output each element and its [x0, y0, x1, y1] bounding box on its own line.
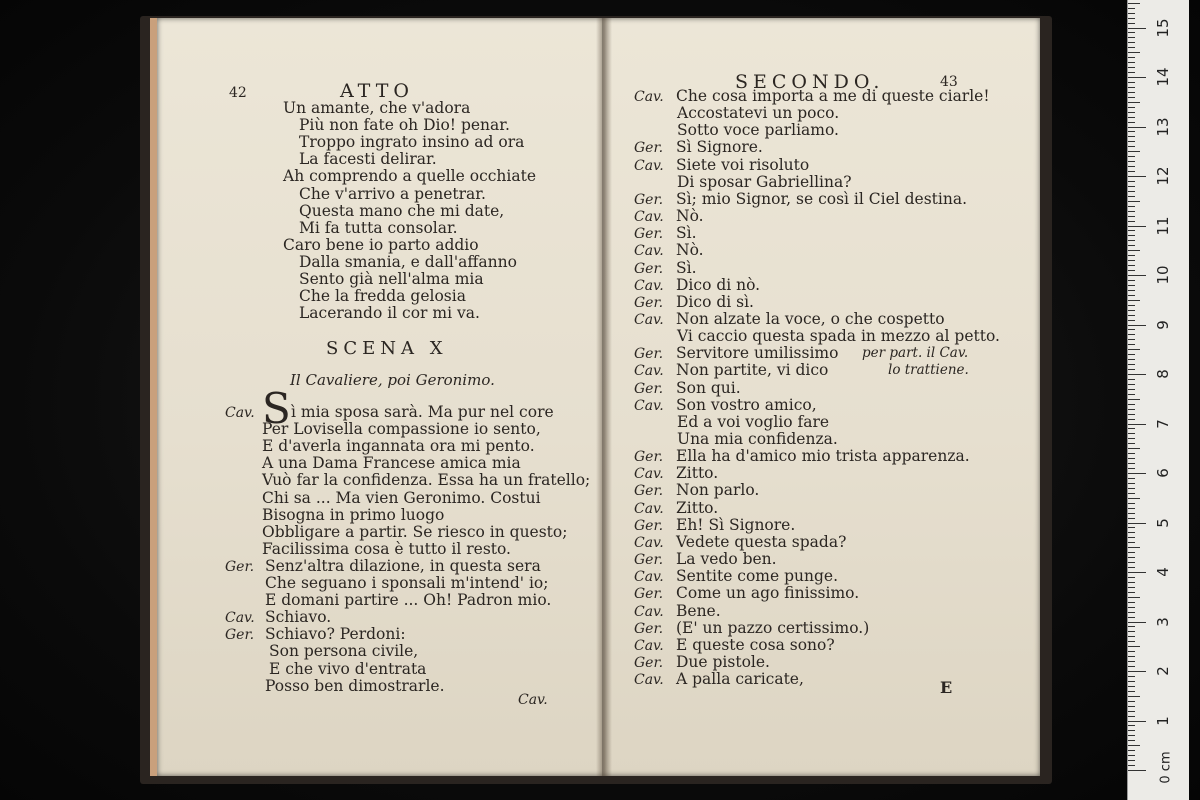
ruler-tick — [1128, 72, 1135, 73]
aria-line: Sento già nell'alma mia — [299, 270, 484, 288]
ruler-tick — [1128, 374, 1146, 375]
ruler-tick — [1128, 527, 1135, 528]
ruler-tick — [1128, 47, 1135, 48]
ruler-label: 11 — [1154, 215, 1172, 236]
speaker-label: Cav. — [634, 311, 664, 328]
ruler-label: 8 — [1154, 369, 1172, 379]
ruler-label: 14 — [1154, 67, 1172, 87]
ruler-tick — [1128, 537, 1135, 538]
ruler-tick — [1128, 117, 1135, 118]
ruler-tick — [1128, 735, 1135, 736]
ruler-tick — [1128, 141, 1135, 142]
ruler-label: 4 — [1154, 567, 1172, 577]
ruler-tick — [1128, 344, 1135, 345]
ruler-tick — [1128, 216, 1135, 217]
ruler-tick — [1128, 334, 1135, 335]
ruler-tick — [1128, 77, 1146, 78]
ruler-tick — [1128, 82, 1135, 83]
speaker-label: Ger. — [634, 483, 664, 500]
ruler-tick — [1128, 463, 1135, 464]
speech-line: Schiavo? Perdoni: — [265, 625, 406, 644]
ruler-tick — [1128, 136, 1135, 137]
dialogue-line: E queste cosa sono? — [676, 635, 835, 654]
dialogue-line: Dico di nò. — [676, 275, 761, 294]
aria-line: Caro bene io parto addio — [283, 235, 479, 254]
ruler-tick — [1128, 28, 1146, 29]
ruler-tick — [1128, 52, 1140, 53]
aria-line: Troppo ingrato insino ad ora — [299, 133, 525, 152]
aria-line: Che la fredda gelosia — [299, 287, 466, 306]
signature-mark: E — [940, 678, 953, 697]
aria-line: Un amante, che v'adora — [283, 99, 471, 117]
ruler-tick — [1128, 686, 1135, 687]
dialogue-line: Vi caccio questa spada in mezzo al petto. — [677, 327, 1000, 346]
ruler-tick — [1128, 275, 1146, 276]
aria-line: Più non fate oh Dio! penar. — [299, 116, 510, 135]
ruler-tick — [1128, 97, 1135, 98]
measurement-ruler — [1127, 0, 1189, 800]
ruler-tick — [1128, 438, 1135, 439]
ruler-tick — [1128, 409, 1135, 410]
ruler-tick — [1128, 315, 1135, 316]
dialogue-line: Sotto voce parliamo. — [677, 121, 839, 140]
speaker-label: Cav. — [634, 243, 664, 260]
ruler-tick — [1128, 181, 1135, 182]
speaker-label: Cav. — [225, 610, 255, 627]
ruler-tick — [1128, 369, 1135, 370]
speaker-label: Ger. — [634, 294, 664, 311]
left-running-head: ATTO — [340, 80, 414, 102]
ruler-tick — [1128, 468, 1135, 469]
dialogue-line: Come un ago finissimo. — [676, 584, 860, 603]
ruler-tick — [1128, 201, 1140, 202]
dialogue-line: Dico di sì. — [676, 292, 754, 311]
ruler-tick — [1128, 582, 1135, 583]
speaker-label: Cav. — [225, 405, 255, 421]
ruler-tick — [1128, 641, 1135, 642]
book-gutter — [596, 18, 612, 776]
ruler-tick — [1128, 260, 1135, 261]
ruler-tick — [1128, 617, 1135, 618]
ruler-tick — [1128, 597, 1140, 598]
ruler-label: 6 — [1154, 468, 1172, 478]
ruler-tick — [1128, 453, 1135, 454]
stage-direction: lo trattiene. — [888, 362, 969, 379]
ruler-tick — [1128, 18, 1135, 19]
ruler-tick — [1128, 473, 1146, 474]
ruler-tick — [1128, 359, 1135, 360]
speaker-label: Cav. — [634, 672, 664, 689]
ruler-label: 10 — [1154, 265, 1172, 285]
ruler-tick — [1128, 196, 1135, 197]
ruler-tick — [1128, 730, 1135, 731]
ruler-tick — [1128, 404, 1135, 405]
stage-direction: per part. il Cav. — [862, 345, 969, 362]
ruler-tick — [1128, 310, 1135, 311]
aria-line: Che v'arrivo a penetrar. — [299, 184, 486, 203]
ruler-tick — [1128, 339, 1135, 340]
dialogue-line: Siete voi risoluto — [676, 155, 810, 174]
ruler-tick — [1128, 651, 1135, 652]
ruler-tick — [1128, 656, 1135, 657]
ruler-tick — [1128, 285, 1135, 286]
dialogue-line: Sì Signore. — [676, 138, 763, 157]
aria-line: Lacerando il cor mi va. — [299, 304, 480, 323]
dialogue-line: Nò. — [676, 241, 704, 260]
dialogue-line: A palla caricate, — [676, 670, 804, 689]
speaker-label: Ger. — [225, 558, 255, 575]
ruler-tick — [1128, 740, 1135, 741]
ruler-tick — [1128, 433, 1135, 434]
ruler-tick — [1128, 577, 1135, 578]
ruler-tick — [1128, 211, 1135, 212]
ruler-tick — [1128, 265, 1135, 266]
ruler-tick — [1128, 102, 1140, 103]
speaker-label: Cav. — [634, 466, 664, 483]
ruler-tick — [1128, 8, 1135, 9]
speaker-label: Cav. — [634, 397, 664, 414]
ruler-tick — [1128, 127, 1146, 128]
ruler-tick — [1128, 424, 1146, 425]
ruler-tick — [1128, 523, 1146, 524]
ruler-tick — [1128, 221, 1135, 222]
speaker-label: Cav. — [634, 157, 664, 174]
ruler-tick — [1128, 166, 1135, 167]
speech-line: A una Dama Francese amica mia — [262, 454, 521, 473]
speaker-label: Ger. — [634, 654, 664, 671]
speech-line: E d'averla ingannata ora mi pento. — [262, 437, 535, 456]
ruler-tick — [1128, 721, 1146, 722]
ruler-tick — [1128, 572, 1146, 573]
ruler-tick — [1128, 156, 1135, 157]
dialogue-line: Una mia confidenza. — [677, 430, 838, 448]
ruler-tick — [1128, 414, 1135, 415]
ruler-tick — [1128, 716, 1135, 717]
ruler-tick — [1128, 602, 1135, 603]
ruler-tick — [1128, 666, 1135, 667]
speaker-label: Ger. — [634, 552, 664, 569]
ruler-tick — [1128, 325, 1146, 326]
aria-line: Ah comprendo a quelle occhiate — [283, 167, 537, 186]
ruler-label: 1 — [1154, 715, 1172, 726]
ruler-tick — [1128, 270, 1135, 271]
right-page-number: 43 — [940, 74, 958, 90]
ruler-tick — [1128, 711, 1135, 712]
ruler-tick — [1128, 161, 1135, 162]
ruler-tick — [1128, 295, 1135, 296]
speaker-label: Ger. — [634, 380, 664, 397]
ruler-tick — [1128, 755, 1135, 756]
catchword: Cav. — [518, 692, 548, 708]
ruler-tick — [1128, 171, 1135, 172]
dialogue-line: Ed a voi voglio fare — [677, 412, 830, 431]
ruler-tick — [1128, 151, 1140, 152]
dialogue-line: Vedete questa spada? — [676, 532, 847, 551]
scene-direction: Il Cavaliere, poi Geronimo. — [290, 371, 495, 389]
ruler-label: 9 — [1154, 319, 1172, 330]
ruler-tick — [1128, 607, 1135, 608]
ruler-tick — [1128, 107, 1135, 108]
ruler-tick — [1128, 57, 1135, 58]
ruler-tick — [1128, 676, 1135, 677]
dialogue-line: Eh! Sì Signore. — [676, 515, 796, 534]
ruler-tick — [1128, 483, 1135, 484]
ruler-tick — [1128, 146, 1135, 147]
ruler-tick — [1128, 245, 1135, 246]
scene-title: SCENA X — [326, 338, 448, 359]
left-page-number: 42 — [229, 85, 247, 101]
speech-line: Che seguano i sponsali m'intend' io; — [265, 574, 549, 592]
speaker-label: Cav. — [634, 89, 664, 105]
dialogue-line: Zitto. — [676, 464, 719, 483]
ruler-tick — [1128, 191, 1135, 192]
ruler-tick — [1128, 419, 1135, 420]
ruler-tick — [1128, 493, 1135, 494]
dialogue-line: Sentite come punge. — [676, 567, 839, 586]
ruler-tick — [1128, 240, 1135, 241]
speaker-label: Ger. — [634, 346, 664, 363]
dialogue-line: Servitore umilissimo — [676, 344, 839, 363]
ruler-tick — [1128, 122, 1135, 123]
ruler-tick — [1128, 636, 1135, 637]
ruler-tick — [1128, 587, 1135, 588]
ruler-tick — [1128, 681, 1135, 682]
speaker-label: Ger. — [634, 449, 664, 466]
ruler-tick — [1128, 696, 1140, 697]
speech-line: Facilissima cosa è tutto il resto. — [262, 539, 511, 558]
ruler-tick — [1128, 176, 1146, 177]
speech-line: Per Lovisella compassione io sento, — [262, 420, 541, 439]
dialogue-line: Due pistole. — [676, 652, 770, 671]
speech-line: Obbligare a partir. Se riesco in questo; — [262, 522, 568, 541]
ruler-tick — [1128, 562, 1135, 563]
dialogue-line: Sì; mio Signor, se così il Ciel destina. — [676, 189, 968, 208]
ruler-tick — [1128, 765, 1135, 766]
ruler-label: 2 — [1154, 666, 1172, 676]
ruler-tick — [1128, 300, 1140, 301]
ruler-tick — [1128, 349, 1140, 350]
ruler-label: 7 — [1154, 418, 1172, 429]
ruler-tick — [1128, 745, 1140, 746]
speaker-label: Cav. — [634, 277, 664, 294]
speech-line: Bisogna in primo luogo — [262, 505, 445, 524]
dialogue-line: Di sposar Gabriellina? — [677, 172, 852, 191]
speaker-label: Cav. — [634, 569, 664, 586]
dialogue-line: Son qui. — [676, 378, 741, 397]
ruler-tick — [1128, 671, 1146, 672]
speaker-label: Cav. — [634, 603, 664, 620]
speech-line: Vuò far la confidenza. Essa ha un fratello; — [262, 471, 591, 490]
ruler-tick — [1128, 255, 1135, 256]
speech-line: Senz'altra dilazione, in questa sera — [265, 556, 541, 575]
speech-line: ì mia sposa sarà. Ma pur nel core — [291, 403, 554, 421]
aria-line: Questa mano che mi date, — [299, 201, 505, 220]
ruler-tick — [1128, 612, 1135, 613]
ruler-tick — [1128, 760, 1135, 761]
dialogue-line: (E' un pazzo certissimo.) — [676, 618, 870, 637]
ruler-label: 0 cm — [1158, 751, 1174, 784]
ruler-tick — [1128, 458, 1135, 459]
speaker-label: Ger. — [634, 260, 664, 277]
speaker-label: Ger. — [634, 586, 664, 603]
ruler-tick — [1128, 186, 1135, 187]
dialogue-line: La vedo ben. — [676, 550, 777, 569]
ruler-label: 5 — [1154, 517, 1172, 528]
ruler-tick — [1128, 87, 1135, 88]
dialogue-line: Non parlo. — [676, 481, 760, 500]
ruler-tick — [1128, 379, 1135, 380]
ruler-tick — [1128, 750, 1135, 751]
dialogue-line: Non alzate la voce, o che cospetto — [676, 309, 945, 328]
ruler-tick — [1128, 384, 1135, 385]
ruler-tick — [1128, 131, 1135, 132]
ruler-tick — [1128, 542, 1135, 543]
ruler-tick — [1128, 567, 1135, 568]
ruler-tick — [1128, 62, 1135, 63]
speech-line: Posso ben dimostrarle. — [265, 676, 445, 695]
dialogue-line: Sì. — [676, 258, 697, 277]
ruler-tick — [1128, 13, 1135, 14]
ruler-tick — [1128, 394, 1135, 395]
speech-line: E domani partire ... Oh! Padron mio. — [265, 591, 552, 610]
ruler-tick — [1128, 3, 1140, 4]
ruler-tick — [1128, 661, 1135, 662]
speaker-label: Ger. — [634, 140, 664, 157]
ruler-label: 12 — [1154, 166, 1172, 186]
speaker-label: Ger. — [634, 226, 664, 243]
ruler-tick — [1128, 206, 1135, 207]
ruler-tick — [1128, 706, 1135, 707]
speaker-label: Cav. — [634, 534, 664, 551]
ruler-tick — [1128, 364, 1135, 365]
ruler-label: 13 — [1154, 116, 1172, 137]
dialogue-line: Bene. — [676, 601, 721, 620]
ruler-tick — [1128, 691, 1135, 692]
ruler-label: 3 — [1154, 616, 1172, 627]
ruler-tick — [1128, 37, 1135, 38]
aria-line: Mi fa tutta consolar. — [299, 218, 458, 237]
speaker-label: Cav. — [634, 637, 664, 654]
ruler-tick — [1128, 631, 1135, 632]
ruler-tick — [1128, 513, 1135, 514]
ruler-tick — [1128, 552, 1135, 553]
ruler-tick — [1128, 67, 1135, 68]
speaker-label: Cav. — [634, 209, 664, 226]
ruler-tick — [1128, 32, 1135, 33]
ruler-tick — [1128, 235, 1135, 236]
ruler-tick — [1128, 280, 1135, 281]
speaker-label: Cav. — [634, 500, 664, 517]
dialogue-line: Zitto. — [676, 498, 719, 517]
ruler-tick — [1128, 701, 1135, 702]
dialogue-line: Non partite, vi dico — [676, 361, 829, 380]
ruler-tick — [1128, 42, 1135, 43]
dialogue-line: Accostatevi un poco. — [677, 104, 840, 123]
ruler-tick — [1128, 290, 1135, 291]
ruler-tick — [1128, 448, 1140, 449]
ruler-tick — [1128, 226, 1146, 227]
ruler-tick — [1128, 547, 1140, 548]
ruler-tick — [1128, 443, 1135, 444]
dialogue-line: Son vostro amico, — [676, 395, 817, 414]
ruler-tick — [1128, 92, 1135, 93]
ruler-tick — [1128, 23, 1135, 24]
speaker-label: Cav. — [634, 363, 664, 380]
drop-cap: S — [262, 384, 291, 433]
ruler-tick — [1128, 725, 1135, 726]
speech-line: Schiavo. — [265, 608, 332, 627]
ruler-tick — [1128, 305, 1135, 306]
ruler-tick — [1128, 498, 1140, 499]
ruler-label: 15 — [1154, 17, 1172, 38]
ruler-tick — [1128, 626, 1135, 627]
ruler-tick — [1128, 646, 1140, 647]
ruler-tick — [1128, 518, 1135, 519]
ruler-tick — [1128, 503, 1135, 504]
ruler-tick — [1128, 230, 1135, 231]
speaker-label: Ger. — [634, 620, 664, 637]
speaker-label: Ger. — [634, 517, 664, 534]
ruler-tick — [1128, 354, 1135, 355]
ruler-tick — [1128, 329, 1135, 330]
ruler-tick — [1128, 532, 1135, 533]
speaker-label: Ger. — [225, 627, 255, 644]
dialogue-line: Nò. — [676, 207, 704, 226]
ruler-tick — [1128, 428, 1135, 429]
aria-line: La facesti delirar. — [299, 150, 437, 169]
ruler-tick — [1128, 250, 1140, 251]
ruler-tick — [1128, 320, 1135, 321]
ruler-tick — [1128, 508, 1135, 509]
right-running-head: SECONDO. — [735, 71, 885, 93]
ruler-tick — [1128, 488, 1135, 489]
ruler-tick — [1128, 622, 1146, 623]
ruler-tick — [1128, 770, 1146, 771]
ruler-tick — [1128, 399, 1140, 400]
ruler-tick — [1128, 478, 1135, 479]
ruler-tick — [1128, 389, 1135, 390]
speech-line: E che vivo d'entrata — [269, 659, 427, 678]
speaker-label: Ger. — [634, 191, 664, 208]
ruler-tick — [1128, 557, 1135, 558]
speech-line: Son persona civile, — [269, 642, 419, 661]
dialogue-line: Sì. — [676, 224, 697, 243]
ruler-tick — [1128, 112, 1135, 113]
speech-line: Chi sa ... Ma vien Geronimo. Costui — [262, 488, 541, 507]
aria-line: Dalla smania, e dall'affanno — [299, 252, 517, 271]
dialogue-line: Che cosa importa a me di queste ciarle! — [676, 87, 990, 105]
ruler-tick — [1128, 592, 1135, 593]
dialogue-line: Ella ha d'amico mio trista apparenza. — [676, 447, 970, 466]
